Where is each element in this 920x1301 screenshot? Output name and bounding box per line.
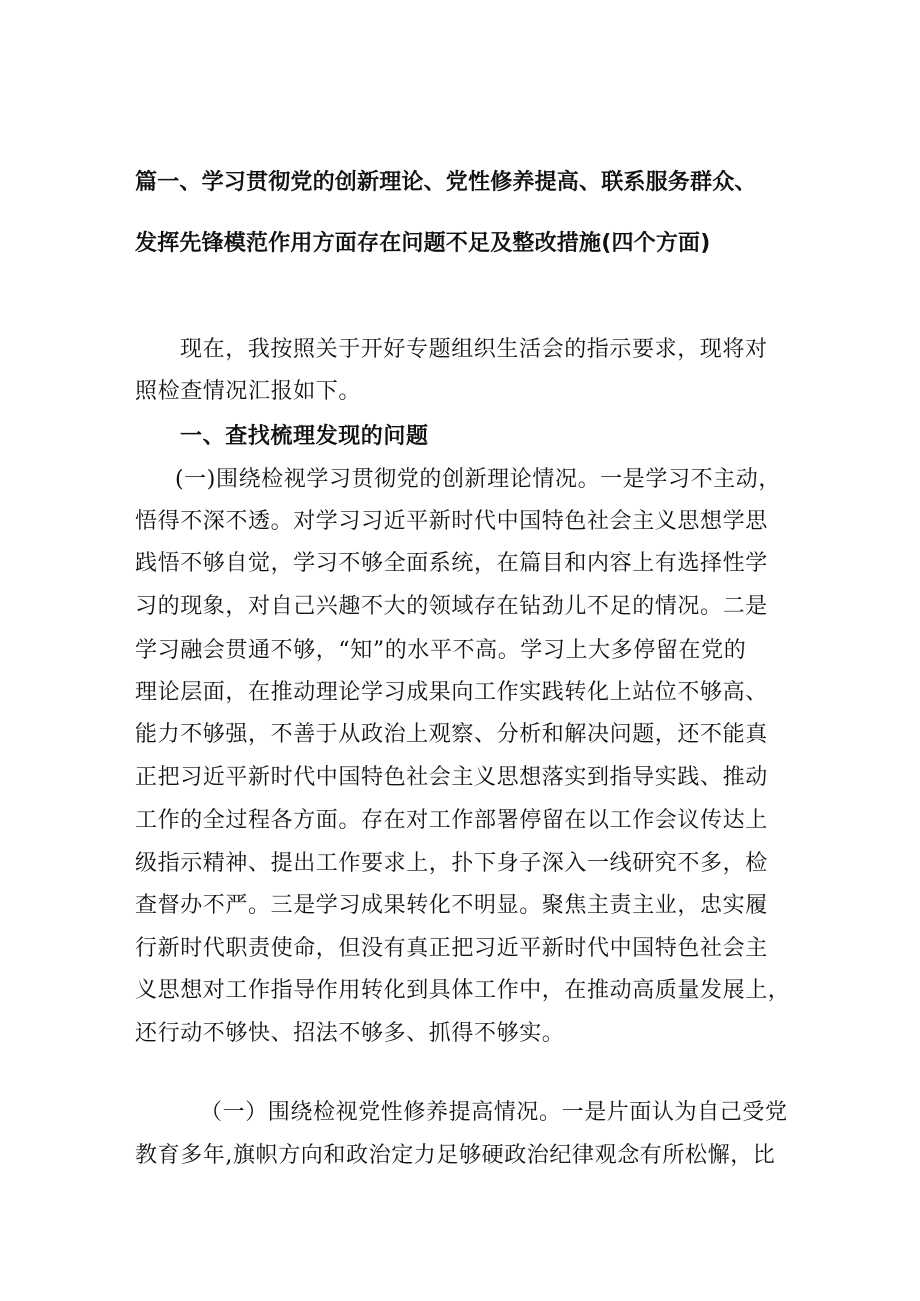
para1-line-9: 工作的全过程各方面。存在对工作部署停留在以工作会议传达上 — [135, 808, 768, 833]
intro-line-1: 现在，我按照关于开好专题组织生活会的指示要求，现将对 — [180, 337, 768, 362]
intro-line-2: 照检查情况汇报如下。 — [135, 379, 362, 404]
document-title-line-2: 发挥先锋模范作用方面存在问题不足及整改措施(四个方面) — [135, 231, 711, 256]
para1-line-6: 理论层面，在推动理论学习成果向工作实践转化上站位不够高、 — [135, 680, 768, 705]
para2-line-1: （一）围绕检视党性修养提高情况。一是片面认为自己受党 — [200, 1100, 788, 1125]
para1-line-1: (一)围绕检视学习贯彻党的创新理论情况。一是学习不主动， — [175, 467, 781, 492]
para1-line-11: 查督办不严。三是学习成果转化不明显。聚焦主责主业，忠实履 — [135, 893, 768, 918]
para1-line-13: 义思想对工作指导作用转化到具体工作中，在推动高质量发展上， — [135, 978, 791, 1003]
para1-line-7: 能力不够强，不善于从政治上观察、分析和解决问题，还不能真 — [135, 722, 768, 747]
para1-line-3: 践悟不够自觉，学习不够全面系统，在篇目和内容上有选择性学 — [135, 551, 768, 576]
section-heading: 一、查找梳理发现的问题 — [180, 424, 429, 449]
para1-line-14: 还行动不够快、招法不够多、抓得不够实。 — [135, 1021, 565, 1046]
document-title-line-1: 篇一、学习贯彻党的创新理论、党性修养提高、联系服务群众、 — [135, 170, 757, 195]
para1-line-12: 行新时代职责使命，但没有真正把习近平新时代中国特色社会主 — [135, 936, 768, 961]
para1-line-2: 悟得不深不透。对学习习近平新时代中国特色社会主义思想学思 — [135, 509, 768, 534]
para1-line-5: 学习融会贯通不够，“知”的水平不高。学习上大多停留在党的 — [135, 638, 747, 663]
para1-line-8: 正把习近平新时代中国特色社会主义思想落实到指导实践、推动 — [135, 765, 768, 790]
para2-line-2: 教育多年,旗帜方向和政治定力足够硬政治纪律观念有所松懈，比 — [135, 1143, 776, 1168]
para1-line-4: 习的现象，对自己兴趣不大的领域存在钻劲儿不足的情况。二是 — [135, 594, 768, 619]
para1-line-10: 级指示精神、提出工作要求上，扑下身子深入一线研究不多，检 — [135, 851, 768, 876]
